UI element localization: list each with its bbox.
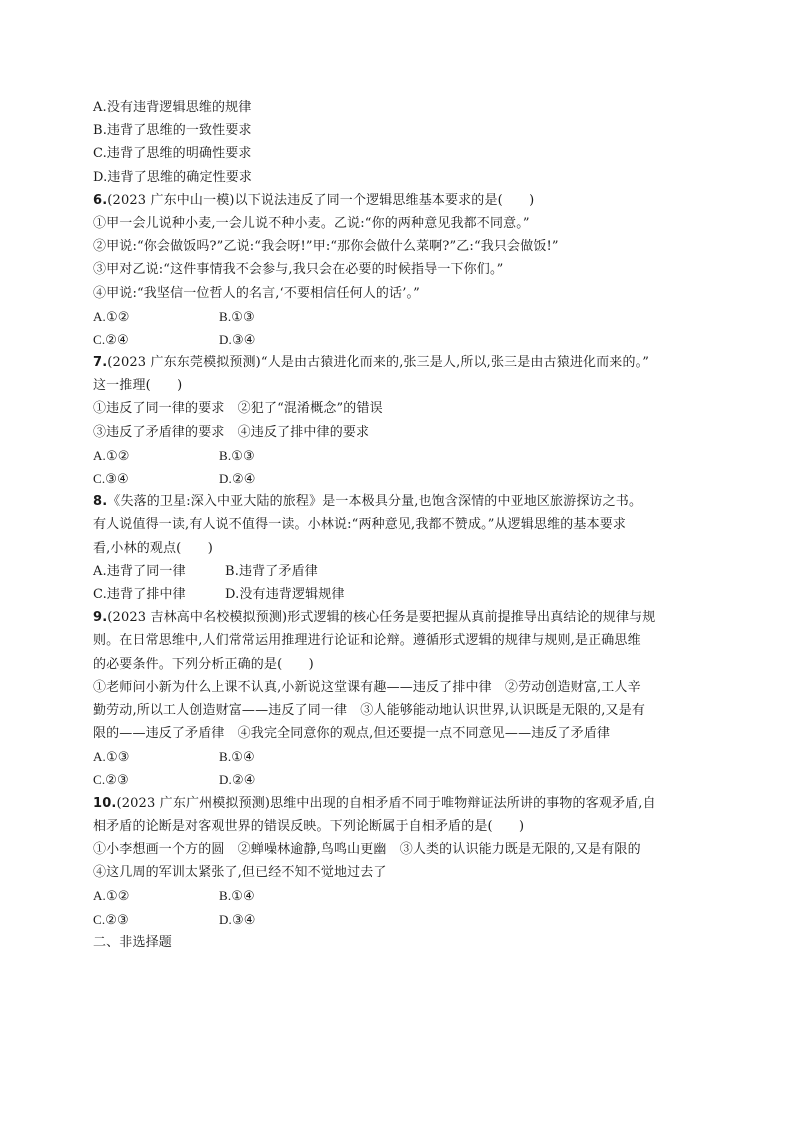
section-title: 二、非选择题 [93,934,172,950]
option-a: A.没有违背逻辑思维的规律 [93,100,252,115]
question-text: (2023 广东中山一模)以下说法违反了同一个逻辑思维基本要求的是( ) [107,192,535,208]
statement-item: ①老师问小新为什么上课不认真,小新说这堂课有趣——违反了排中律 ②劳动创造财富,工人辛 [93,679,641,695]
question-10-stem [93,792,713,815]
option-a: A.违背了同一律 [93,563,186,579]
option-b: B.违背了思维的一致性要求 [93,123,252,139]
statement-item: ④这几周的军训太紧张了,但已经不知不觉地过去了 [93,865,387,881]
question-text: (2023 广东东莞模拟预测)“人是由古猿进化而来的,张三是人,所以,张三是由古猿进化而来的。” [107,355,650,371]
option-c: C.②④ [93,331,129,347]
option-c: C.②③ [93,911,129,927]
option-d: D.②④ [219,772,256,788]
options-row [93,467,713,490]
statement-item: 勤劳动,所以工人创造财富——违反了同一律 ③人能够能动地认识世界,认识既是无限的,又是有 [93,702,645,718]
question-number: 9. [93,610,108,626]
options-row [93,884,713,907]
option-d: D.没有违背逻辑规律 [225,586,345,602]
option-a: A.①③ [93,749,130,765]
option-b: B.①③ [219,308,255,324]
question-text-continued: 则。在日常思维中,人们常常运用推理进行论证和论辩。遵循形式逻辑的规律与规则,是正确思维 [93,633,641,649]
option-b: B.违背了矛盾律 [225,563,318,579]
statement-item: ③甲对乙说:“这件事情我不会参与,我只会在必要的时候指导一下你们。” [93,262,504,278]
question-text-continued: 有人说值得一读,有人说不值得一读。小林说:“两种意见,我都不赞成。”从逻辑思维的基本要求 [93,517,627,533]
question-text: (2023 广东广州模拟预测)思维中出现的自相矛盾不同于唯物辩证法所讲的事物的客观矛盾,自 [116,795,656,811]
options-row [93,908,713,931]
question-text: 《失落的卫星:深入中亚大陆的旅程》是一本极具分量,也饱含深情的中亚地区旅游探访之书。 [107,494,643,510]
option-c: C.③④ [93,471,129,486]
option-b: B.①③ [219,447,255,463]
option-c: C.违背了排中律 [93,586,186,602]
question-text-continued: 相矛盾的论断是对客观世界的错误反映。下列论断属于自相矛盾的是( ) [93,818,525,834]
option-d: D.②④ [219,471,256,486]
question-number: 8. [93,494,108,510]
options-row [93,444,713,467]
option-a: A.①② [93,308,130,324]
question-9-stem [93,606,713,629]
option-d: D.③④ [219,911,256,927]
statement-item: ②甲说:“你会做饭吗?”乙说:“我会呀!”甲:“那你会做什么菜啊?”乙:“我只会做饭!” [93,239,559,255]
option-b: B.①④ [219,749,255,765]
option-a: A.①② [93,888,130,904]
option-c: C.②③ [93,772,129,788]
question-7-stem [93,351,713,374]
exam-page [93,96,713,954]
question-number: 7. [93,355,108,371]
question-text-continued: 的必要条件。下列分析正确的是( ) [93,656,314,672]
statement-item: ④甲说:“我坚信一位哲人的名言,‘不要相信任何人的话’。” [93,285,420,301]
question-text: (2023 吉林高中名校模拟预测)形式逻辑的核心任务是要把握从真前提推导出真结论的规律与规 [107,610,656,626]
question-text-continued: 这一推理( ) [93,378,183,394]
options-row [93,745,713,768]
options-row [93,768,713,791]
option-d: D.③④ [219,331,256,347]
question-number: 10. [93,795,117,811]
statement-item: ①违反了同一律的要求 ②犯了“混淆概念”的错误 [93,401,383,417]
options-row [93,583,713,606]
statement-item: ①小李想画一个方的圆 ②蝉噪林逾静,鸟鸣山更幽 ③人类的认识能力既是无限的,又是有限的 [93,842,641,857]
statement-item: ③违反了矛盾律的要求 ④违反了排中律的要求 [93,424,370,440]
question-6-stem [93,189,713,212]
options-row [93,305,713,328]
question-text-continued: 看,小林的观点( ) [93,540,213,556]
question-number: 6. [93,192,108,208]
question-8-stem [93,490,713,513]
option-d: D.违背了思维的确定性要求 [93,169,253,185]
statement-item: 限的——违反了矛盾律 ④我完全同意你的观点,但还要提一点不同意见——违反了矛盾律 [93,726,611,742]
option-c: C.违背了思维的明确性要求 [93,146,252,162]
statement-item: ①甲一会儿说种小麦,一会儿说不种小麦。乙说:“你的两种意见我都不同意。” [93,215,530,231]
option-b: B.①④ [219,888,255,904]
option-a: A.①② [93,447,130,463]
options-row [93,560,713,583]
options-row [93,328,713,351]
